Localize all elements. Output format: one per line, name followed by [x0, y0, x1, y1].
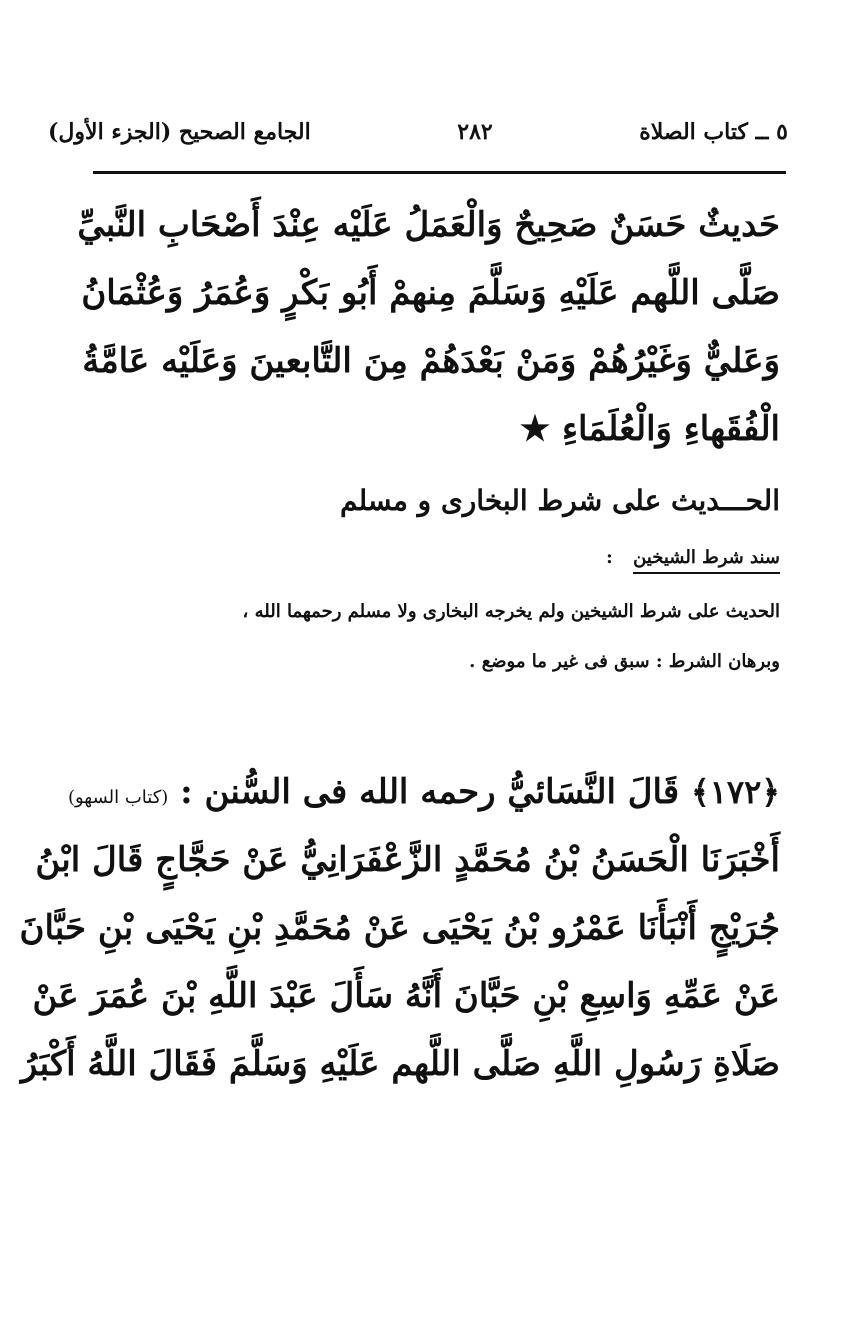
header-divider [93, 171, 786, 174]
book-title: الجامع الصحيح (الجزء الأول) [48, 119, 311, 145]
passage1-line: الْفُقَهاءِ وَالْعُلَمَاءِ ★ [519, 409, 780, 449]
condition-line: الحـــديث على شرط البخارى و مسلم [339, 484, 780, 517]
passage2-heading [68, 772, 780, 812]
passage1-line: صَلَّى اللَّهم عَلَيْهِ وَسَلَّمَ مِنهمْ أَبُو بَكْرٍ وَعُمَرُ وَعُثْمَانُ [81, 273, 780, 313]
chapter-title: ٥ ــ كتاب الصلاة [639, 119, 788, 145]
book-reference: (كتاب السهو) [67, 787, 169, 808]
passage2-line: عَنْ عَمِّهِ وَاسِعِ بْنِ حَبَّانَ أَنَّهُ سَأَلَ عَبْدَ اللَّهِ بْنَ عُمَرَ عَنْ [32, 976, 780, 1016]
hadith-number: ﴿١٧٢﴾ [690, 773, 780, 811]
sanad-title: سند شرط الشيخين [633, 547, 780, 574]
page-header [48, 112, 788, 152]
passage2-intro: قَالَ النَّسَائيُّ رحمه الله فى السُّنن : [180, 772, 680, 812]
passage1-line: وَعَليٌّ وَغَيْرُهُمْ وَمَنْ بَعْدَهُمْ مِنَ التَّابعينَ وَعَلَيْه عَامَّةُ [82, 341, 780, 381]
passage2-line: أَخْبَرَنَا الْحَسَنُ بْنُ مُحَمَّدٍ الزَّعْفَرَانِيُّ عَنْ حَجَّاجٍ قَالَ ابْنُ [35, 840, 780, 880]
passage2-line: صَلَاةِ رَسُولِ اللَّهِ صَلَّى اللَّهم عَلَيْهِ وَسَلَّمَ فَقَالَ اللَّهُ أَكْبَرُ [20, 1044, 780, 1084]
page-number: ٢٨٢ [457, 119, 493, 145]
sanad-line: وبرهان الشرط : سبق فى غير ما موضع . [469, 651, 780, 672]
passage2-line: جُرَيْجٍ أَنْبَأَنَا عَمْرُو بْنُ يَحْيَى عَنْ مُحَمَّدِ بْنِ يَحْيَى بْنِ حَبَّانَ [19, 908, 780, 948]
sanad-line: الحديث على شرط الشيخين ولم يخرجه البخارى ولا مسلم رحمهما الله ، [242, 601, 780, 622]
sanad-colon: : [606, 547, 613, 568]
passage1-line: حَديثٌ حَسَنٌ صَحِيحٌ وَالْعَمَلُ عَلَيْه عِنْدَ أَصْحَابِ النَّبيِّ [77, 205, 780, 245]
sanad-heading [606, 547, 780, 568]
